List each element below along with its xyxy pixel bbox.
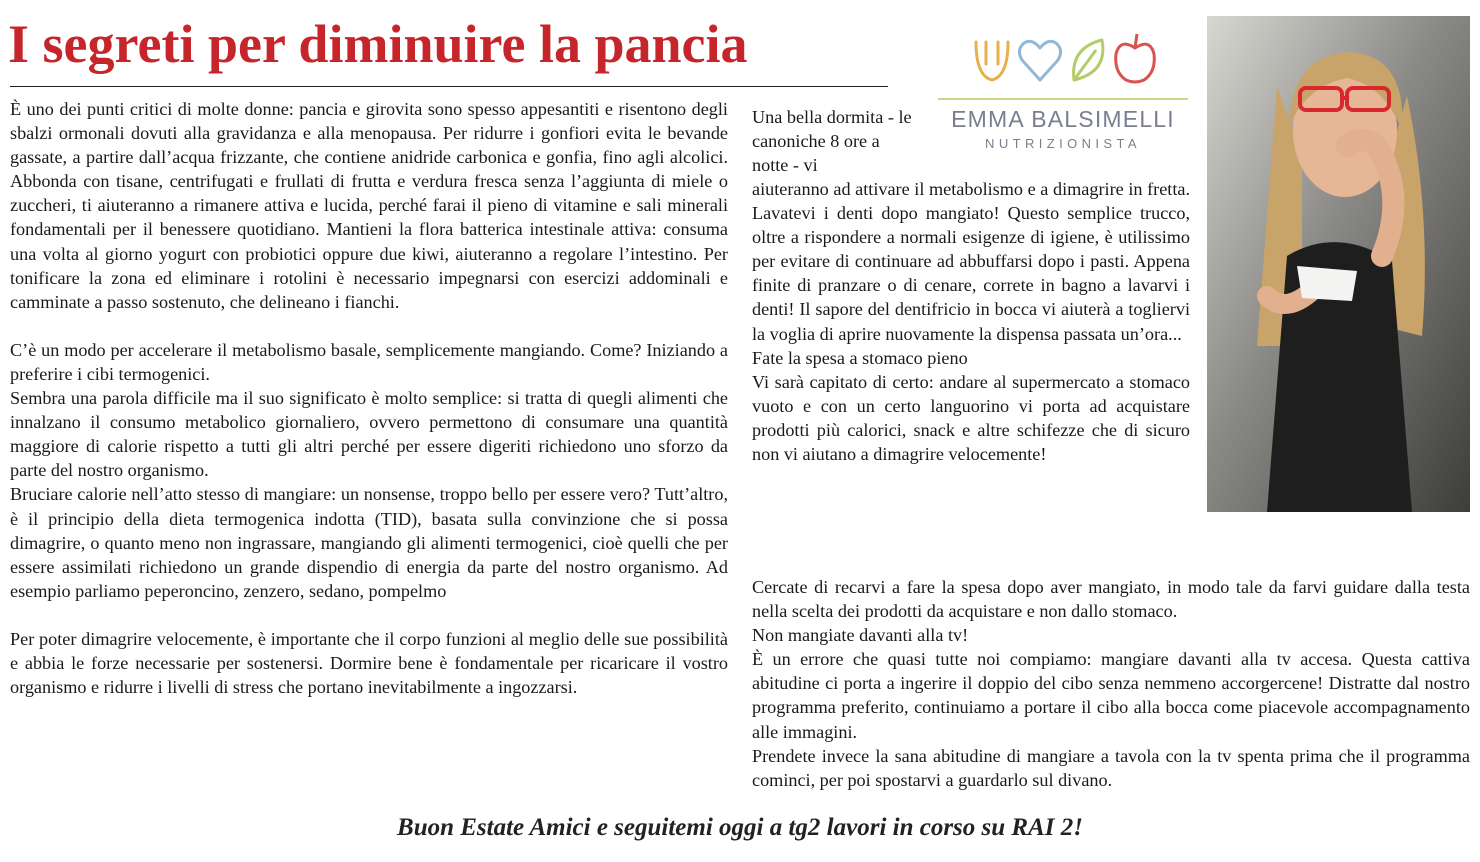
subheading: Non mangiate davanti alla tv! bbox=[752, 625, 969, 646]
woman-eating-photo bbox=[1207, 16, 1470, 512]
article-mid-intro bbox=[752, 105, 912, 177]
paragraph: Per poter dimagrire velocemente, è importante che il corpo funzioni al meglio delle sue possibilità e abbia le forze necessarie per sostenersi. Dormire bene è fondamentale per ricaricare il vostro organismo e ridurre i livelli di stress che portano inevitabilmente a ingozzarsi. bbox=[10, 628, 728, 698]
paragraph: aiuteranno ad attivare il metabolismo e a dimagrire in fretta. Lavatevi i denti dopo mangiato! Questo semplice trucco, oltre a rispondere a normali esigenze di igiene, è utilissimo per evitare di continuare ad abbuffarsi dopo i pasti. Appena finite di pranzare o di cenare, correte in bagno a lavarvi i denti! Il sapore del dentifricio in bocca vi aiuterà a togliervi la voglia di aprire nuovamente la dispensa passata un’ora... bbox=[752, 179, 1190, 344]
logo-name: EMMA BALSIMELLI bbox=[951, 106, 1175, 132]
logo-role: NUTRIZIONISTA bbox=[985, 136, 1141, 151]
subheading: Fate la spesa a stomaco pieno bbox=[752, 347, 968, 368]
article-left-column bbox=[10, 97, 728, 699]
article-bottom-column bbox=[752, 575, 1470, 792]
nutritionist-logo bbox=[930, 28, 1200, 158]
title-underline bbox=[10, 86, 888, 87]
article-title: I segreti per diminuire la pancia bbox=[8, 14, 748, 74]
paragraph: Cercate di recarvi a fare la spesa dopo aver mangiato, in modo tale da farvi guidare dalla testa nella scelta dei prodotti da acquistare e non dallo stomaco. bbox=[752, 577, 1470, 622]
paragraph: Vi sarà capitato di certo: andare al supermercato a stomaco vuoto e con un certo languorino vi porta ad acquistare prodotti più calorici, snack e altre schifezze che di sicuro non vi aiutano a dimagrire velocemente! bbox=[752, 371, 1190, 465]
article-mid-column bbox=[752, 177, 1190, 466]
fork-icon bbox=[976, 42, 1008, 80]
paragraph: Bruciare calorie nell’atto stesso di mangiare: un nonsense, troppo bello per essere vero? Tutt’altro, è il principio della dieta termogenica indotta (TID), basata sulla convinzione che si possa dimagrire, o quanto meno non ingrassare, mangiando gli alimenti termogenici, cioè quelli che per essere assimilati richiedono un grande dispendio di energia da parte del nostro organismo. Ad esempio parliamo peperoncino, zenzero, sedano, pompelmo bbox=[10, 484, 728, 601]
paragraph: Una bella dormita - le canoniche 8 ore a notte - vi bbox=[752, 107, 912, 176]
logo-icons bbox=[970, 28, 1160, 90]
paragraph: È un errore che quasi tutte noi compiamo: mangiare davanti alla tv accesa. Questa cattiva abitudine ci porta a ingerire il doppio del cibo senza nemmeno accorgercene! Distratte dal nostro programma preferito, continuiamo a portare il cibo alla bocca come piacevole accompagnamento alle immagini. bbox=[752, 649, 1470, 742]
logo-divider bbox=[938, 98, 1188, 100]
heart-icon bbox=[1019, 41, 1060, 80]
paragraph: Sembra una parola difficile ma il suo significato è molto semplice: si tratta di quegli alimenti che innalzano il consumo metabolico giornaliero, ovvero permettono di consumare una quantità maggiore di calorie rispetto a tutti gli altri perché per essere digeriti richiedono uno sforzo da parte del nostro organismo. bbox=[10, 388, 728, 481]
leaf-icon bbox=[1074, 40, 1103, 80]
paragraph: Prendete invece la sana abitudine di mangiare a tavola con la tv spenta prima che il programma cominci, per poi spostarvi a guardarlo sul divano. bbox=[752, 745, 1470, 790]
article-footer: Buon Estate Amici e seguitemi oggi a tg2 lavori in corso su RAI 2! bbox=[397, 814, 1083, 841]
paragraph: C’è un modo per accelerare il metabolismo basale, semplicemente mangiando. Come? Iniziando a preferire i cibi termogenici. bbox=[10, 339, 728, 384]
apple-icon bbox=[1116, 34, 1155, 82]
nutritionist-photo bbox=[1207, 16, 1470, 512]
paragraph: È uno dei punti critici di molte donne: pancia e girovita sono spesso appesantiti e risentono degli sbalzi ormonali dovuti alla gravidanza e alla menopausa. Per ridurre i gonfiori evita le bevande gassate, a partire dall’acqua frizzante, che contiene anidride carbonica e gonfia, fino agli alcolici. Abbonda con tisane, centrifugati e frullati di frutta e verdura fresca senza l’aggiunta di miele o zuccheri, ti aiuteranno a rimanere attiva e lucida, perché farai il pieno di vitamine e sali minerali fondamentali per il benessere quotidiano. Mantieni la flora batterica intestinale attiva: consuma una volta al giorno yogurt con probiotici oppure due kiwi, aiuteranno a regolare l’intestino. Per tonificare la zona ed eliminare i rotolini è necessario impegnarsi con esercizi addominali e camminate a passo sostenuto, che delineano i fianchi. bbox=[10, 99, 728, 312]
